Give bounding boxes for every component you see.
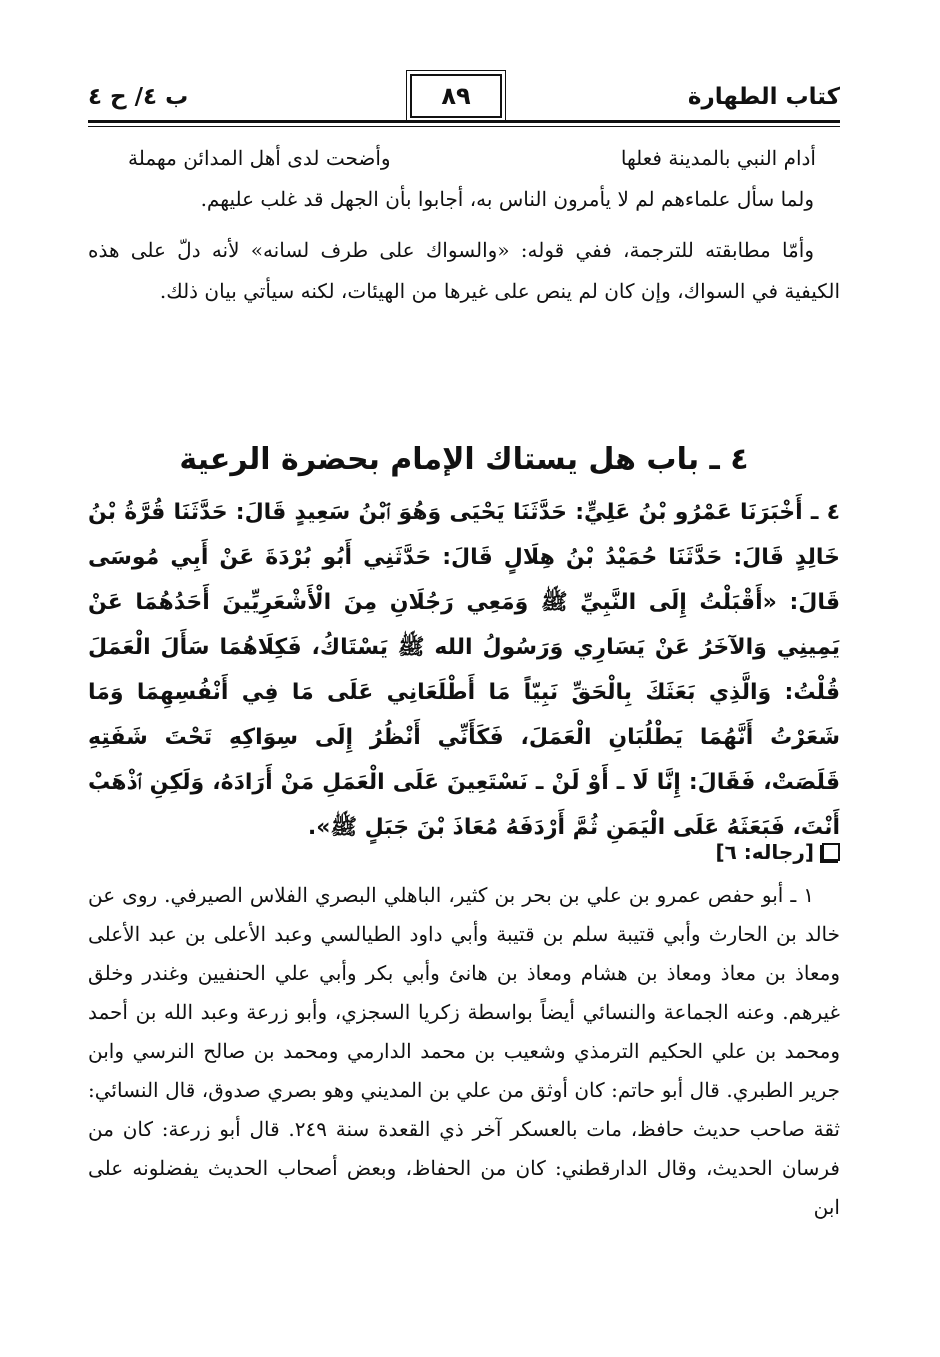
header-divider-thick — [88, 120, 840, 123]
page-header — [88, 74, 840, 120]
hadith-text: ٤ ـ أَخْبَرَنَا عَمْرُو بْنُ عَلِيٍّ: حَدَّثَنَا يَحْيَى وَهُوَ ٱبْنُ سَعِيدٍ قَالَ: حَدَّثَنَا قُرَّةُ بْنُ خَالِدٍ قَالَ: حَدَّثَنَا حُمَيْدُ بْنُ هِلَالٍ قَالَ: حَدَّثَنِي أَبُو بُرْدَةَ عَنْ أَبِي مُوسَى قَالَ: «أَقْبَلْتُ إِلَى النَّبِيِّ ﷺ وَمَعِي رَجُلَانِ مِنَ الْأَشْعَرِيِّينَ أَحَدُهُمَا عَنْ يَمِينِي وَالآخَرُ عَنْ يَسَارِي وَرَسُولُ الله ﷺ يَسْتَاكُ، فَكِلَاهُمَا سَأَلَ الْعَمَلَ قُلْتُ: وَالَّذِي بَعَثَكَ بِالْحَقِّ نَبِيّاً مَا أَطْلَعَانِي عَلَى مَا فِي أَنْفُسِهِمَا وَمَا شَعَرْتُ أَنَّهُمَا يَطْلُبَانِ الْعَمَلَ، فَكَأَنِّي أَنْظُرُ إِلَى سِوَاكِهِ تَحْتَ شَفَتِهِ قَلَصَتْ، فَقَالَ: إِنَّا لَا ـ أَوْ لَنْ ـ نَسْتَعِينَ عَلَى الْعَمَلِ مَنْ أَرَادَهُ، وَلَكِنِ ٱذْهَبْ أَنْتَ، فَبَعَثَهُ عَلَى الْيَمَنِ ثُمَّ أَرْدَفَهُ مُعَاذَ بْنَ جَبَلٍ ﷺ». — [88, 500, 840, 840]
poetry-verse — [88, 138, 840, 179]
narrators-heading-label: [رجاله: ٦] — [715, 840, 814, 864]
square-bullet-icon — [822, 843, 840, 861]
chapter-heading: ٤ ـ باب هل يستاك الإمام بحضرة الرعية — [179, 442, 749, 477]
running-book-title: كتاب الطهارة — [687, 84, 840, 110]
narrator-biography: ١ ـ أبو حفص عمرو بن علي بن بحر بن كثير، الباهلي البصري الفلاس الصيرفي. روى عن خالد بن الحارث وأبي قتيبة سلم بن قتيبة وأبي داود الطيالسي وعبد الأعلى بن عبد الأعلى ومعاذ بن معاذ ومعاذ بن هشام ومعاذ بن هانئ وأبي بكر وأبي علي الحنفيين وغندر وخلق غيرهم. وعنه الجماعة والنسائي أيضاً بواسطة زكريا السجزي، وأبو زرعة وعبد الله بن أحمد ومحمد بن علي الحكيم الترمذي وشعيب بن محمد الدارمي ومحمد بن صالح النرسي وابن جرير الطبري. قال أبو حاتم: كان أوثق من علي بن المديني وهو بصري صدوق، قال النسائي: ثقة صاحب حديث حافظ، مات بالعسكر آخر ذي القعدة سنة ٢٤٩. قال أبو زرعة: كان من فرسان الحديث، وقال الدارقطني: كان من الحفاظ، وبعض أصحاب الحديث يفضلونه على ابن — [88, 883, 841, 1219]
narrators-heading — [715, 840, 840, 864]
page-number: ٨٩ — [410, 74, 502, 118]
verse-second-hemistich: وأضحت لدى أهل المدائن مهملة — [128, 146, 391, 170]
commentary-text — [88, 138, 840, 312]
header-divider-thin — [88, 126, 840, 127]
section-reference: ب ٤/ ح ٤ — [88, 84, 189, 110]
verse-first-hemistich: أدام النبي بالمدينة فعلها — [620, 146, 816, 170]
paragraph: ولما سأل علماءهم لم لا يأمرون الناس به، أجابوا بأن الجهل قد غلب عليهم. — [200, 187, 814, 211]
paragraph: وأمّا مطابقته للترجمة، ففي قوله: «والسواك على طرف لسانه» لأنه دلّ على هذه الكيفية في السواك، وإن كان لم ينص على غيرها من الهيئات، لكنه سيأتي بيان ذلك. — [88, 238, 840, 303]
